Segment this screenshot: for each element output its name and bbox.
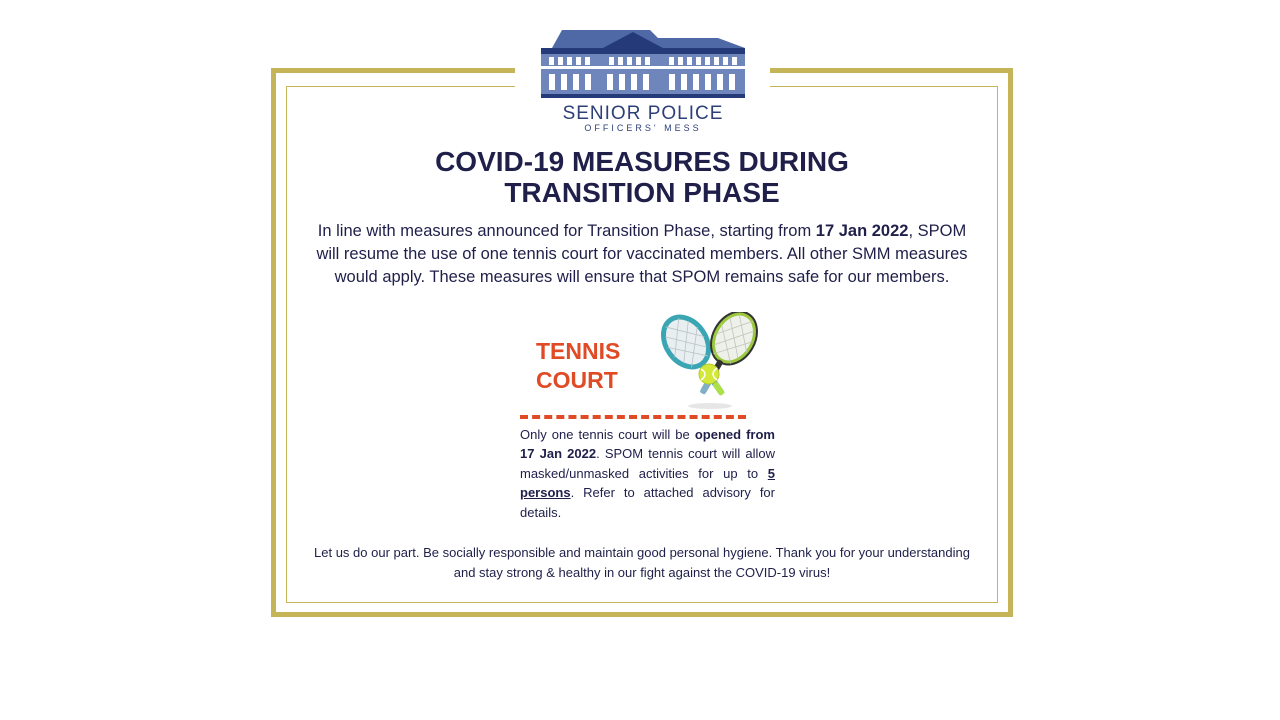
court-text-open-date: opened from 17 Jan 2022 bbox=[520, 427, 775, 462]
building-icon bbox=[515, 22, 770, 140]
dashed-divider bbox=[520, 415, 746, 419]
court-text-part2: . SPOM tennis court will allow masked/unmasked activities for up to bbox=[520, 446, 775, 481]
tennis-rackets-icon bbox=[648, 312, 768, 412]
court-text-capacity: 5 persons bbox=[520, 465, 775, 501]
intro-part2: , SPOM will resume the use of one tennis court for vaccinated members. All other SMM measures would apply. These measures will ensure that SPOM remains safe for our members. bbox=[316, 222, 968, 286]
title-line2: TRANSITION PHASE bbox=[504, 177, 780, 208]
intro-date: 17 Jan 2022 bbox=[815, 222, 909, 240]
court-text-part3: . Refer to attached advisory for details. bbox=[520, 485, 775, 520]
logo-name-line2: OFFICERS' MESS bbox=[584, 123, 702, 133]
spom-logo bbox=[515, 22, 770, 140]
intro-part1: In line with measures announced for Transition Phase, starting from bbox=[317, 222, 816, 240]
closing-message: Let us do our part. Be socially responsible and maintain good personal hygiene. Thank you for your understanding and stay strong & healthy in our fight against the COVID-19 virus! bbox=[314, 545, 970, 580]
tennis-heading-line1: TENNIS bbox=[536, 338, 621, 364]
tennis-court-heading bbox=[536, 337, 656, 395]
tennis-court-details bbox=[520, 425, 775, 522]
title-line1: COVID-19 MEASURES DURING bbox=[435, 146, 849, 177]
logo-name-line1: SENIOR POLICE bbox=[562, 103, 724, 124]
page-title bbox=[286, 146, 998, 208]
intro-paragraph bbox=[316, 220, 968, 289]
court-text-part1: Only one tennis court will be bbox=[520, 427, 695, 442]
tennis-heading-line2: COURT bbox=[536, 367, 618, 393]
